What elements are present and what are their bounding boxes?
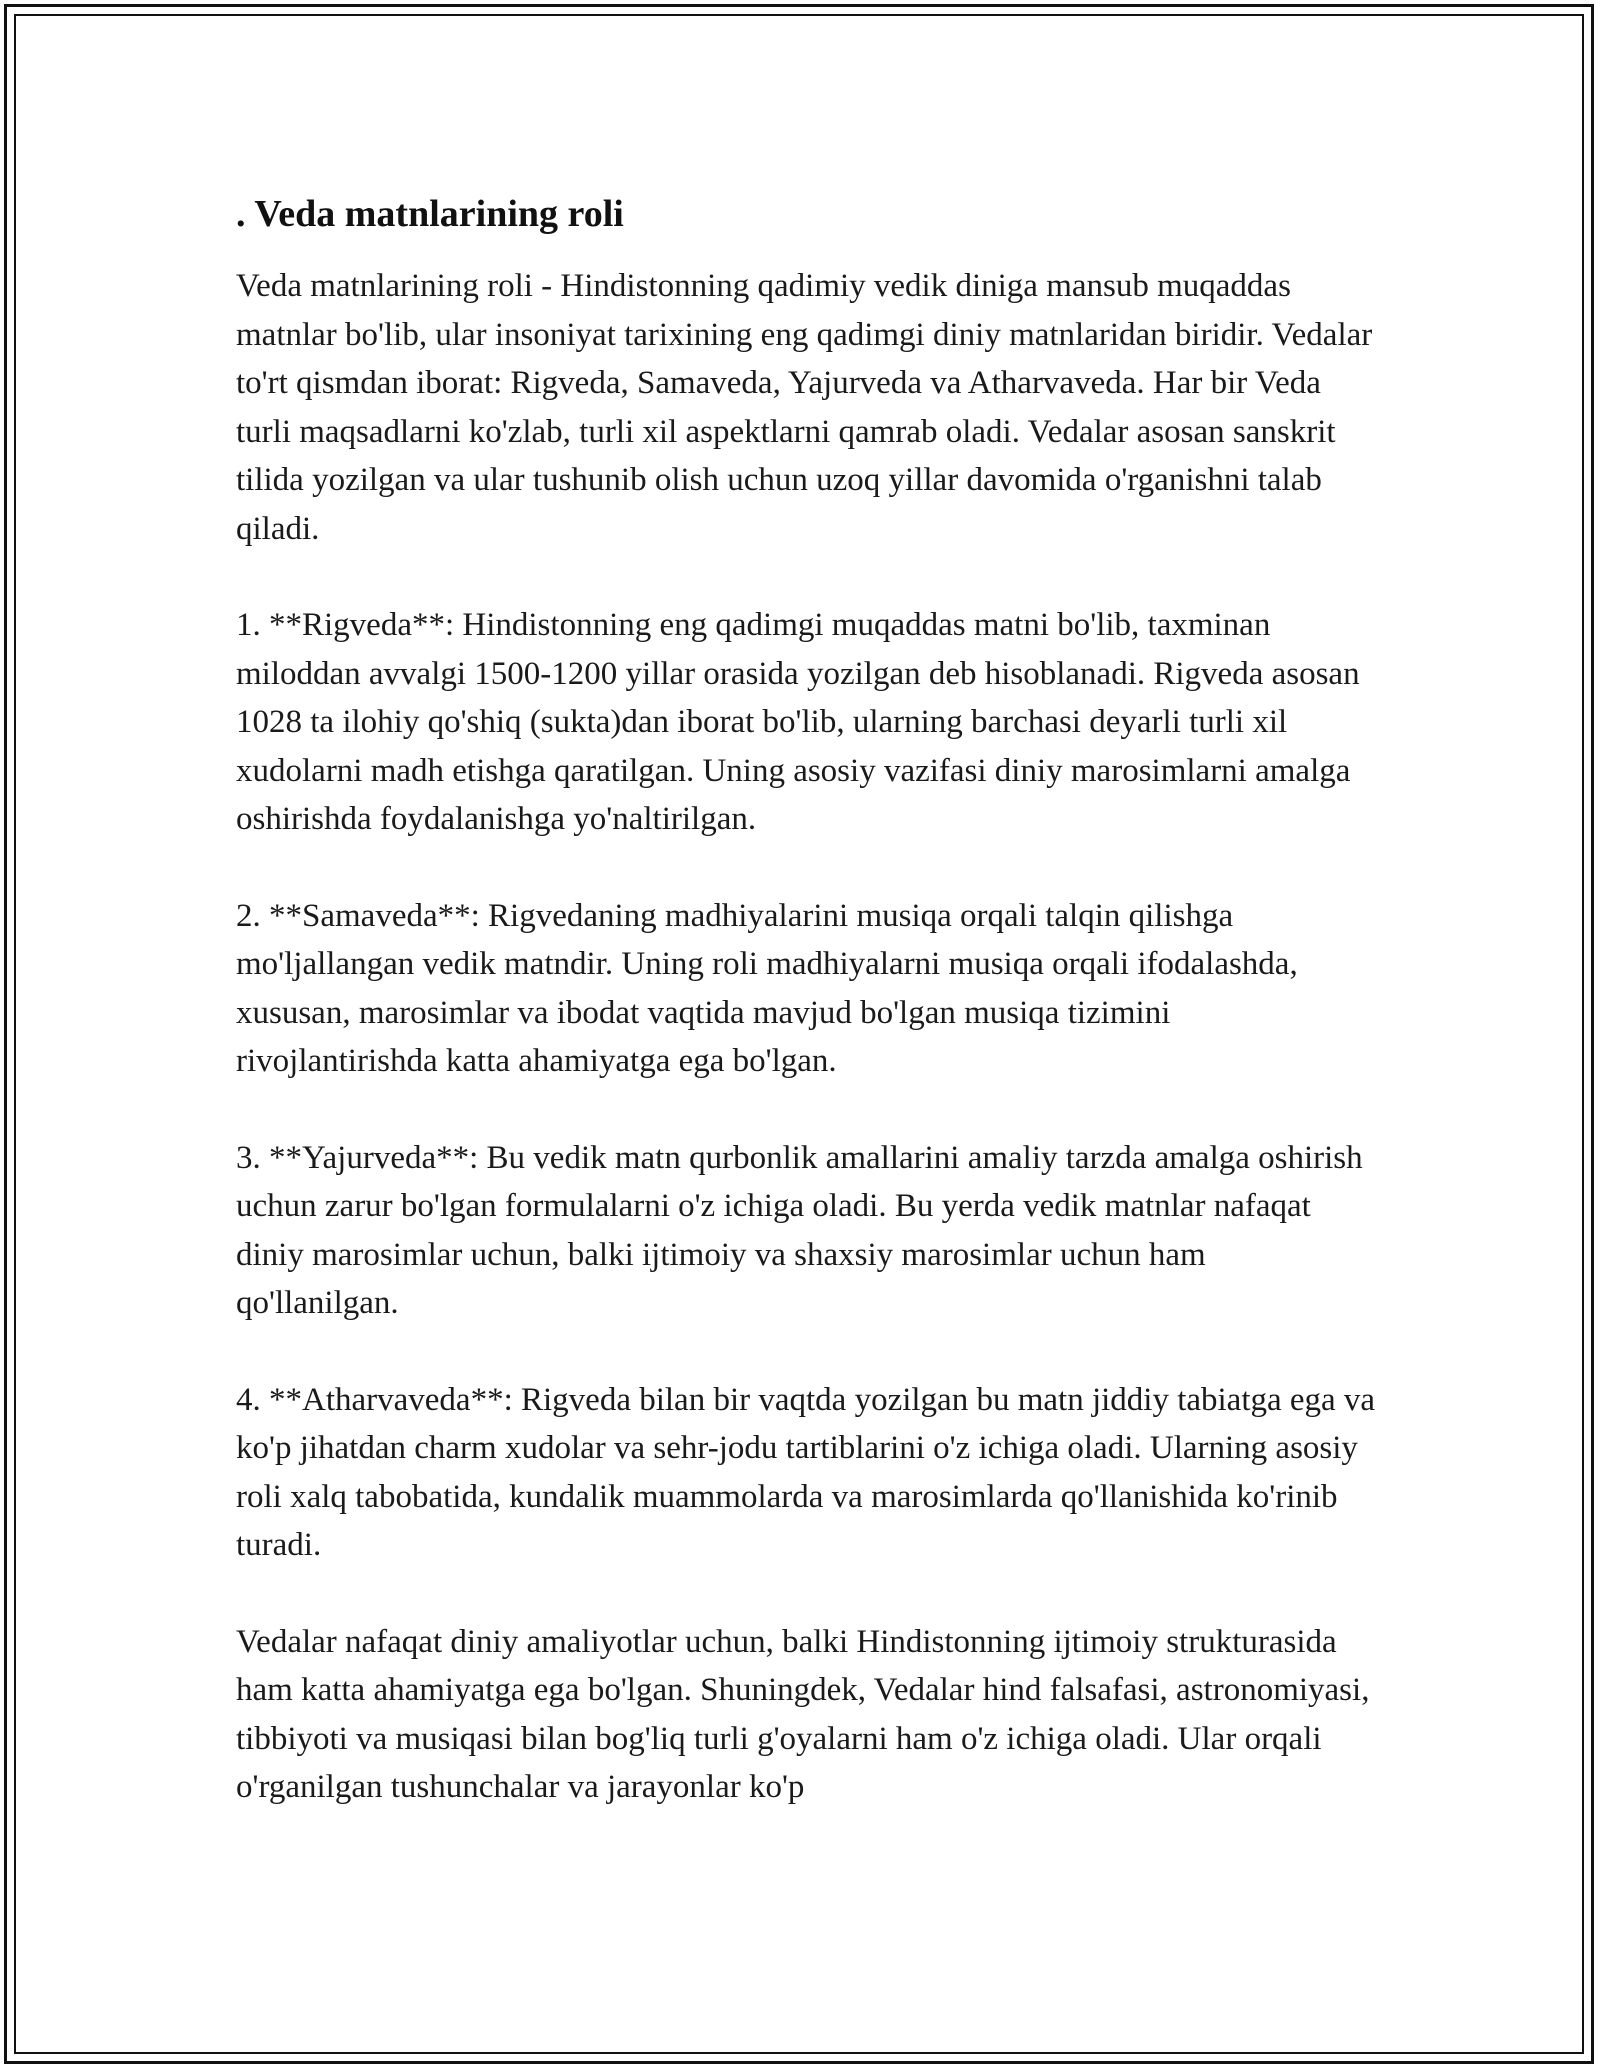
document-heading: . Veda matnlarining roli bbox=[236, 193, 624, 235]
atharvaveda-paragraph: 4. **Atharvaveda**: Rigveda bilan bir vaqtda yozilgan bu matn jiddiy tabiatga ega va ko'p jihatdan charm xudolar va sehr-jodu tartiblarini o'z ichiga oladi. Ularning asosiy roli xalq tabobatida, kundalik muammolarda va marosimlarda qo'llanishida ko'rinib turadi. bbox=[236, 1381, 1376, 1563]
conclusion-paragraph: Vedalar nafaqat diniy amaliyotlar uchun, balki Hindistonning ijtimoiy strukturasida ham katta ahamiyatga ega bo'lgan. Shuningdek, Vedalar hind falsafasi, astronomiyasi, tibbiyoti va musiqasi bilan bog'liq turli g'oyalarni ham o'z ichiga oladi. Ular orqali o'rganilgan tushunchalar va jarayonlar ko'p bbox=[236, 1623, 1370, 1805]
rigveda-paragraph: 1. **Rigveda**: Hindistonning eng qadimgi muqaddas matni bo'lib, taxminan miloddan avvalgi 1500-1200 yillar orasida yozilgan deb hisoblanadi. Rigveda asosan 1028 ta ilohiy qo'shiq (sukta)dan iborat bo'lib, ularning barchasi deyarli turli xil xudolarni madh etishga qaratilgan. Uning asosiy vazifasi diniy marosimlarni amalga oshirishda foydalanishga yo'naltirilgan. bbox=[236, 607, 1360, 837]
samaveda-paragraph: 2. **Samaveda**: Rigvedaning madhiyalarini musiqa orqali talqin qilishga mo'ljallangan vedik matndir. Uning roli madhiyalarni musiqa orqali ifodalashda, xususan, marosimlar va ibodat vaqtida mavjud bo'lgan musiqa tizimini rivojlantirishda katta ahamiyatga ega bo'lgan. bbox=[236, 897, 1298, 1079]
intro-paragraph: Veda matnlarining roli - Hindistonning qadimiy vedik diniga mansub muqaddas matnlar bo'lib, ular insoniyat tarixining eng qadimgi diniy matnlaridan biridir. Vedalar to'rt qismdan iborat: Rigveda, Samaveda, Yajurveda va Atharvaveda. Har bir Veda turli maqsadlarni ko'zlab, turli xil aspektlarni qamrab oladi. Vedalar asosan sanskrit tilida yozilgan va ular tushunib olish uchun uzoq yillar davomida o'rganishni talab qiladi. bbox=[236, 268, 1373, 547]
yajurveda-paragraph: 3. **Yajurveda**: Bu vedik matn qurbonlik amallarini amaliy tarzda amalga oshirish uchun zarur bo'lgan formulalarni o'z ichiga oladi. Bu yerda vedik matnlar nafaqat diniy marosimlar uchun, balki ijtimoiy va shaxsiy marosimlar uchun ham qo'llanilgan. bbox=[236, 1139, 1363, 1321]
document-body bbox=[236, 186, 1376, 1860]
